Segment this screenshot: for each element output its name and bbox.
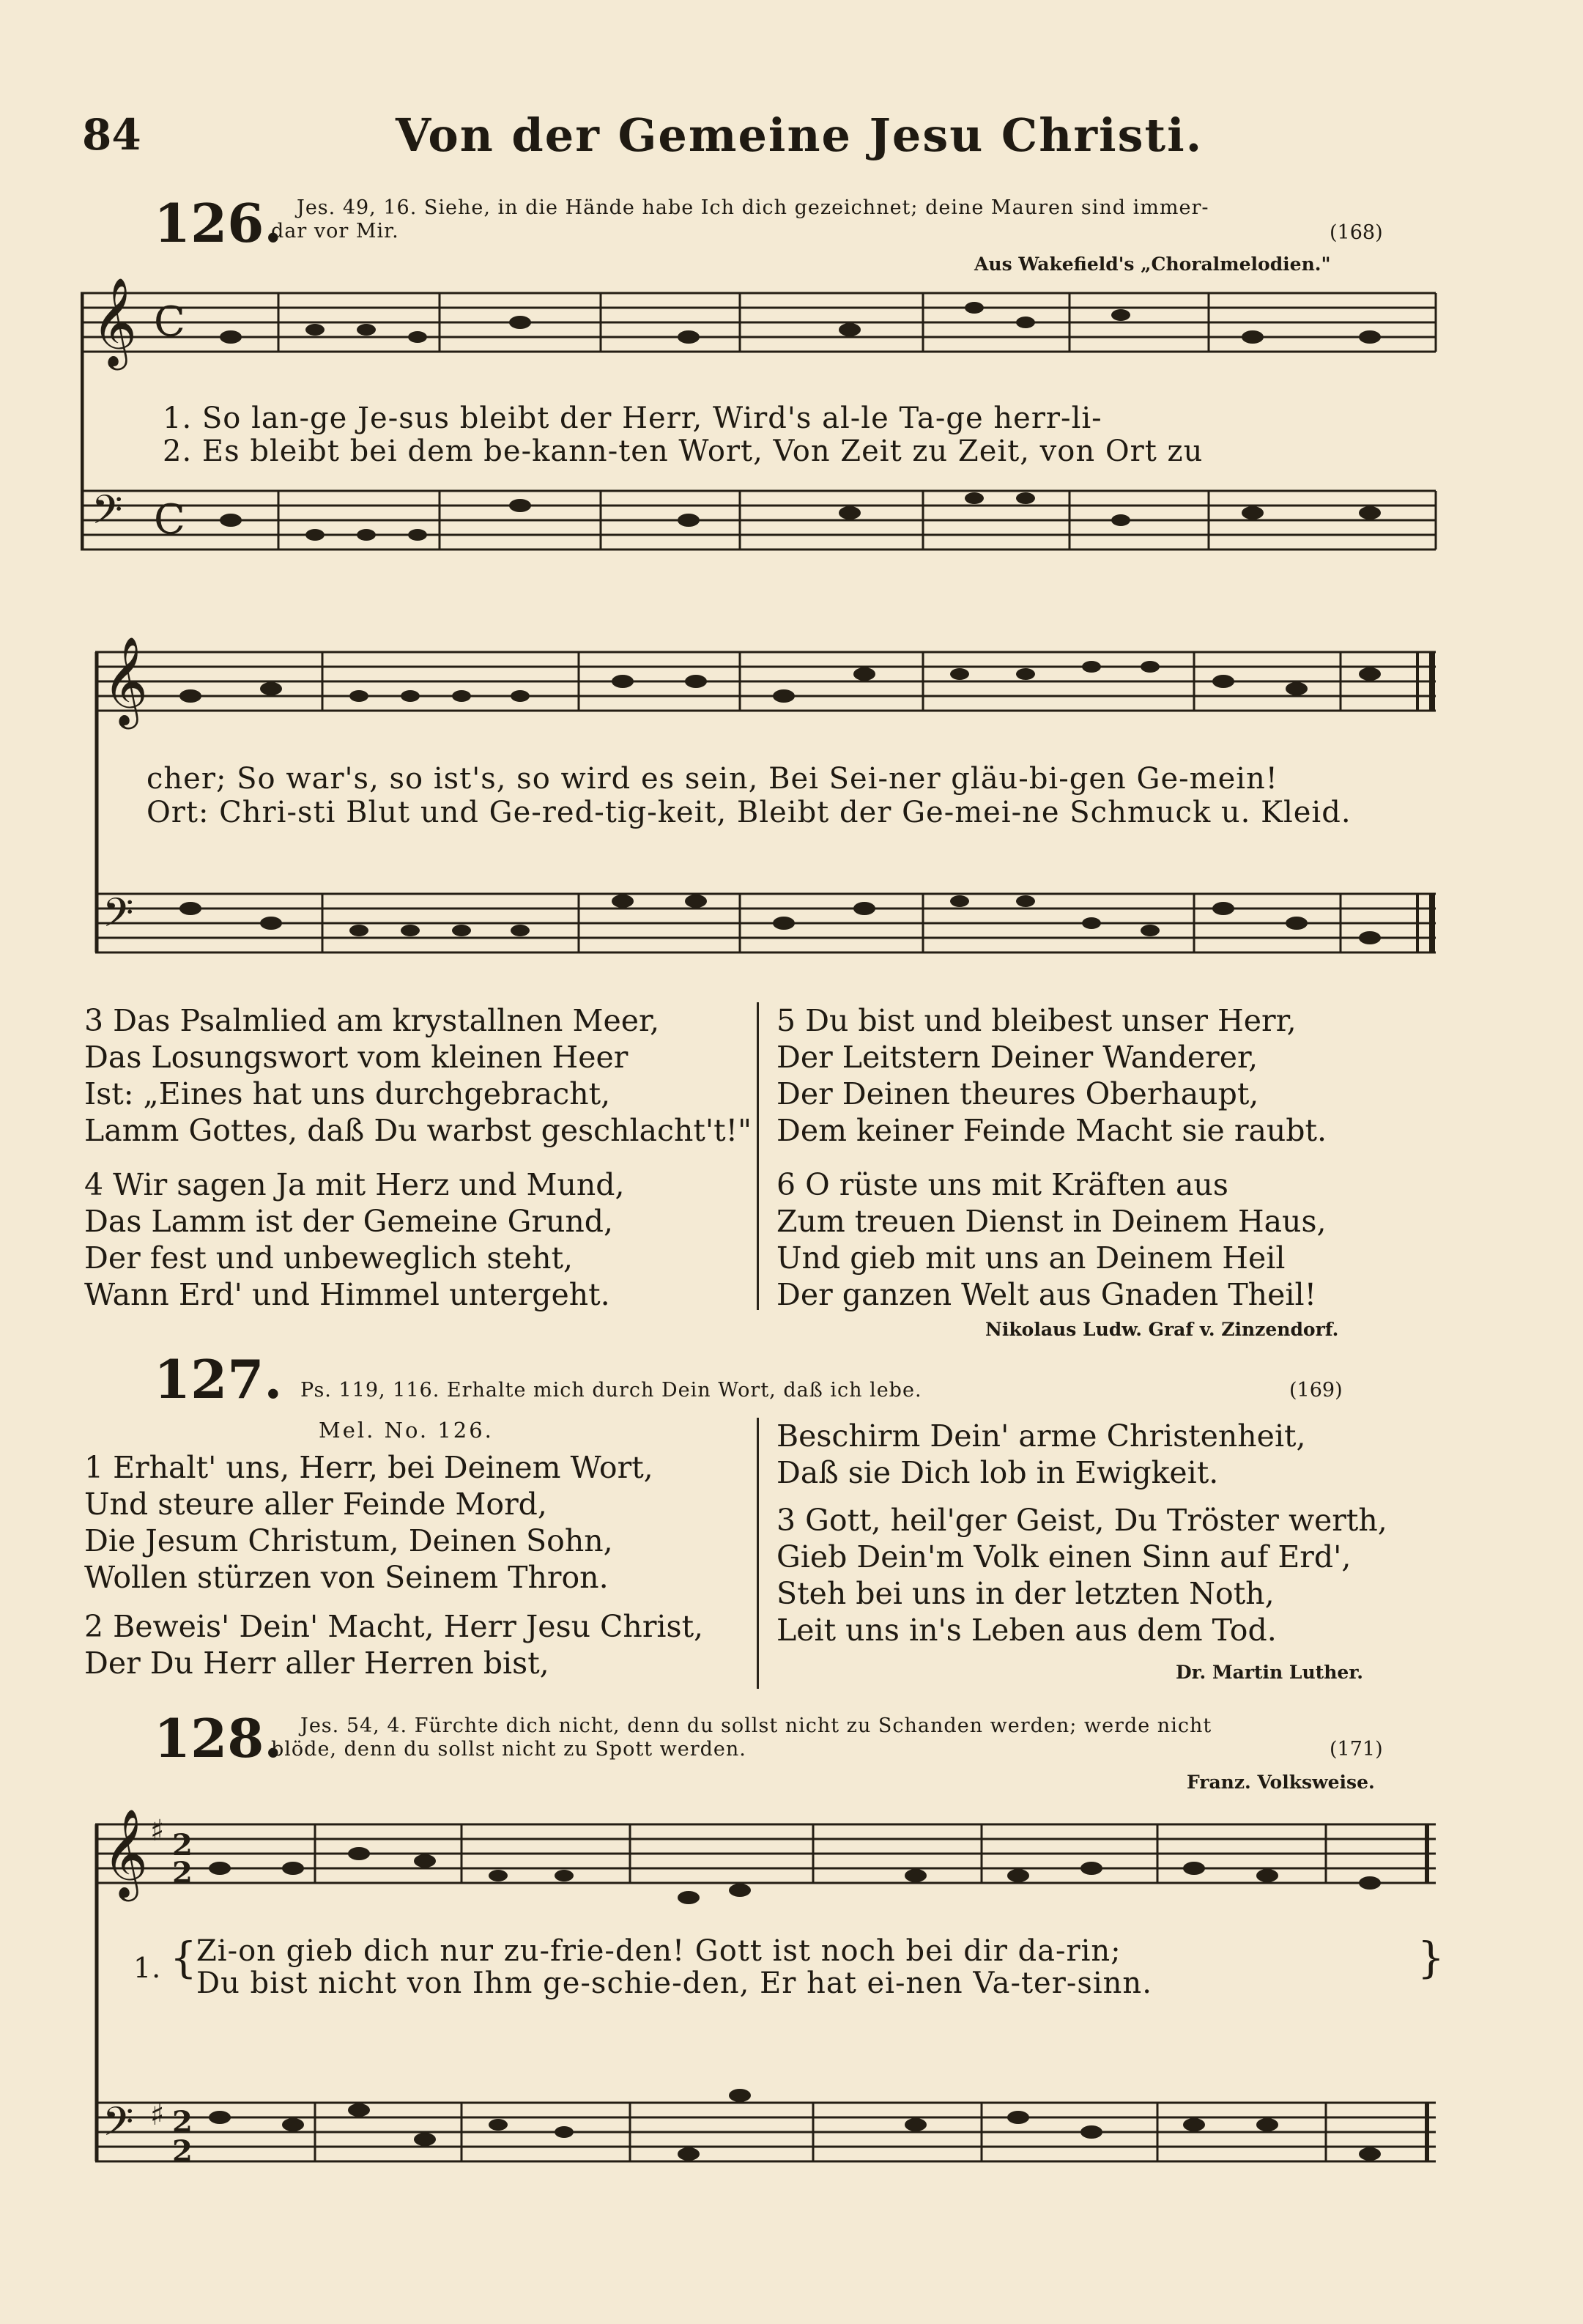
hymn-127-author: Dr. Martin Luther.	[1176, 1662, 1363, 1683]
verse-line: Der Deinen theures Oberhaupt,	[776, 1076, 1259, 1111]
running-header: Von der Gemeine Jesu Christi.	[396, 108, 1204, 162]
verse-column-divider-126	[757, 1002, 759, 1310]
hymn-126-verse-5	[776, 1002, 1327, 1149]
verse-line: Daß sie Dich lob in Ewigkeit.	[776, 1455, 1219, 1490]
hymn-number-127: 127.	[154, 1348, 283, 1410]
verse-line: Lamm Gottes, daß Du warbst geschlacht't!"	[84, 1113, 752, 1148]
hymn-126-author: Nikolaus Ludw. Graf v. Zinzendorf.	[985, 1319, 1339, 1340]
verse-line: Zum treuen Dienst in Deinem Haus,	[776, 1204, 1327, 1239]
verse-line: Ist: „Eines hat uns durchgebracht,	[84, 1076, 611, 1111]
verse-line: Wollen stürzen von Seinem Thron.	[84, 1560, 609, 1595]
svg-text:2: 2	[172, 2105, 193, 2139]
svg-text:𝄞: 𝄞	[103, 636, 149, 725]
hymn-127-verse-2-continued	[776, 1418, 1306, 1491]
hymn-128-scripture-line2: blöde, denn du sollst nicht zu Spott werden.	[271, 1738, 746, 1761]
hymn-126-verse-3	[84, 1002, 752, 1149]
verse-line: Das Lamm ist der Gemeine Grund,	[84, 1204, 614, 1239]
hymn-127-verse-3	[776, 1502, 1387, 1648]
hymn-128-ref: (171)	[1330, 1738, 1383, 1761]
verse-line: 2 Beweis' Dein' Macht, Herr Jesu Christ,	[84, 1609, 704, 1644]
verse-column-divider-127	[757, 1418, 759, 1689]
hymn-126-verse-6	[776, 1166, 1327, 1313]
svg-text:2: 2	[172, 2134, 193, 2169]
svg-text:♯: ♯	[150, 1814, 165, 1848]
hymn-126-scripture-line2: dar vor Mir.	[271, 220, 399, 243]
hymn-128-verse-marker: 1.	[133, 1952, 162, 1984]
hymn-126-system2-verse2: Ort: Chri-sti Blut und Ge-red-tig-keit, Bleibt der Ge-mei-ne Schmuck u. Kleid.	[147, 796, 1352, 829]
hymn-127-melody: Mel. No. 126.	[319, 1418, 494, 1443]
hymn-126-system1-verse2: 2. Es bleibt bei dem be-kann-ten Wort, Von Zeit zu Zeit, von Ort zu	[163, 434, 1204, 468]
verse-line: 6 O rüste uns mit Kräften aus	[776, 1167, 1228, 1202]
verse-line: 4 Wir sagen Ja mit Herz und Mund,	[84, 1167, 625, 1202]
hymn-128-lyric-verse1: Zi-on gieb dich nur zu-frie-den! Gott ist noch bei dir da-rin;	[196, 1934, 1122, 1968]
hymn-127-scripture: Ps. 119, 116. Erhalte mich durch Dein Wort, daß ich lebe.	[300, 1379, 922, 1402]
verse-line: Der Leitstern Deiner Wanderer,	[776, 1040, 1258, 1075]
svg-text:C: C	[154, 496, 185, 544]
svg-text:𝄞: 𝄞	[103, 1808, 149, 1898]
verse-line: Der ganzen Welt aus Gnaden Theil!	[776, 1277, 1317, 1312]
verse-line: Wann Erd' und Himmel untergeht.	[84, 1277, 610, 1312]
hymn-127-verse-1	[84, 1449, 653, 1596]
hymn-127-ref: (169)	[1289, 1379, 1343, 1402]
verse-line: 3 Gott, heil'ger Geist, Du Tröster werth,	[776, 1503, 1387, 1538]
page-number: 84	[82, 110, 141, 160]
verse-line: Steh bei uns in der letzten Noth,	[776, 1576, 1275, 1611]
svg-text:♯: ♯	[150, 2098, 165, 2132]
right-brace: }	[1417, 1933, 1445, 1983]
hymn-number-126: 126.	[154, 192, 283, 254]
hymn-126-system2-verse1: cher; So war's, so ist's, so wird es sein, Bei Sei-ner gläu-bi-gen Ge-mein!	[147, 762, 1278, 796]
verse-line: Gieb Dein'm Volk einen Sinn auf Erd',	[776, 1539, 1352, 1574]
hymn-126-system1-verse1: 1. So lan-ge Je-sus bleibt der Herr, Wird's al-le Ta-ge herr-li-	[163, 401, 1102, 435]
verse-line: Der Du Herr aller Herren bist,	[84, 1646, 549, 1681]
hymn-127-verse-2	[84, 1608, 703, 1681]
svg-text:C: C	[154, 298, 185, 346]
verse-line: Beschirm Dein' arme Christenheit,	[776, 1418, 1306, 1454]
verse-line: Das Losungswort vom kleinen Heer	[84, 1040, 629, 1075]
verse-line: Dem keiner Feinde Macht sie raubt.	[776, 1113, 1327, 1148]
hymn-number-128: 128.	[154, 1707, 283, 1769]
svg-text:𝄢: 𝄢	[92, 486, 123, 543]
verse-line: 3 Das Psalmlied am krystallnen Meer,	[84, 1003, 660, 1038]
left-brace: {	[170, 1933, 198, 1983]
music-score-system-3	[81, 1795, 1443, 2205]
svg-text:2: 2	[172, 1828, 193, 1862]
hymn-128-source: Franz. Volksweise.	[1187, 1772, 1375, 1793]
svg-text:𝄞: 𝄞	[92, 278, 138, 366]
verse-line: Der fest und unbeweglich steht,	[84, 1240, 574, 1276]
hymn-126-ref: (168)	[1330, 221, 1383, 244]
hymn-126-verse-4	[84, 1166, 625, 1313]
verse-line: Und gieb mit uns an Deinem Heil	[776, 1240, 1286, 1276]
verse-line: Leit uns in's Leben aus dem Tod.	[776, 1613, 1277, 1648]
hymn-128-lyric-verse2: Du bist nicht von Ihm ge-schie-den, Er hat ei-nen Va-ter-sinn.	[196, 1966, 1152, 2000]
svg-text:𝄢: 𝄢	[103, 889, 134, 946]
verse-line: 1 Erhalt' uns, Herr, bei Deinem Wort,	[84, 1450, 653, 1485]
svg-text:𝄢: 𝄢	[103, 2098, 134, 2155]
hymn-126-source: Aus Wakefield's „Choralmelodien."	[974, 254, 1331, 275]
svg-text:2: 2	[172, 1856, 193, 1890]
hymn-126-scripture-line1: Jes. 49, 16. Siehe, in die Hände habe Ich dich gezeichnet; deine Mauren sind immer-	[297, 196, 1209, 219]
verse-line: Die Jesum Christum, Deinen Sohn,	[84, 1523, 613, 1558]
verse-line: 5 Du bist und bleibest unser Herr,	[776, 1003, 1297, 1038]
hymn-128-scripture-line1: Jes. 54, 4. Fürchte dich nicht, denn du sollst nicht zu Schanden werden; werde nicht	[300, 1714, 1212, 1737]
verse-line: Und steure aller Feinde Mord,	[84, 1487, 547, 1522]
